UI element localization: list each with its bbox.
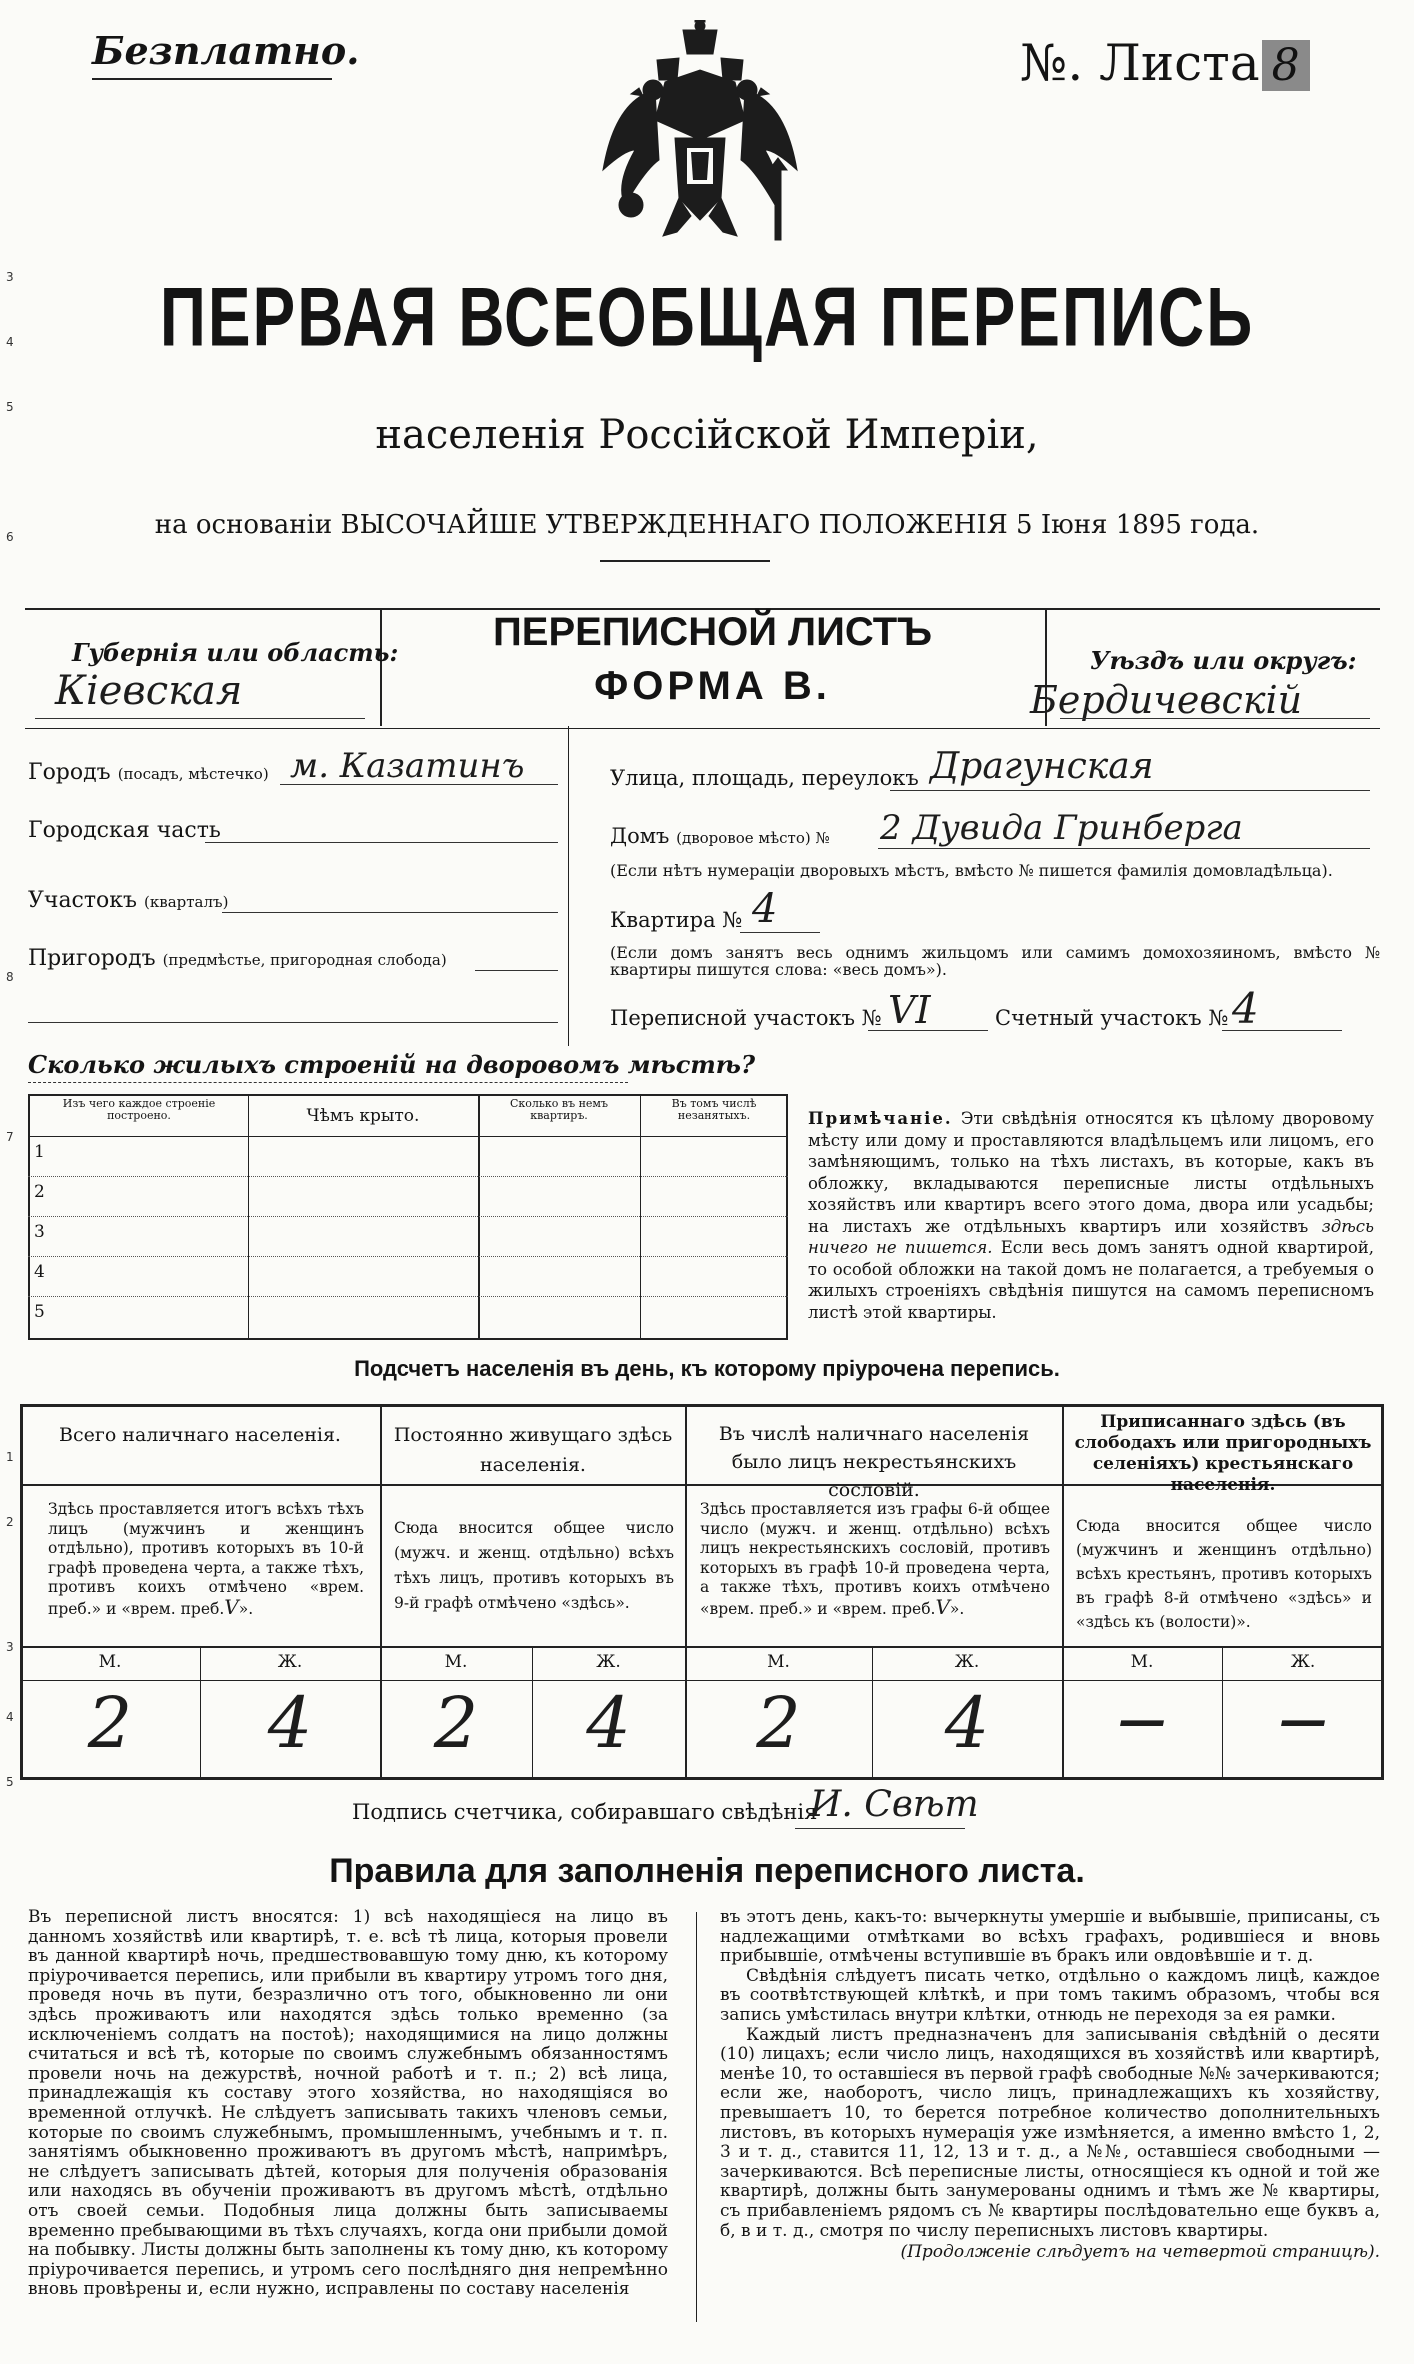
- margin-mark: 3: [6, 1640, 14, 1654]
- house-field: Домъ (дворовое мѣсто) №: [610, 824, 830, 848]
- flat-note: (Если домъ занятъ весь однимъ жильцомъ или самимъ домохозяиномъ, вмѣсто № квартиры пишутся слова: «весь домъ»).: [610, 943, 1380, 979]
- city-value[interactable]: м. Казатинъ: [290, 746, 525, 786]
- margin-mark: 5: [6, 400, 14, 414]
- gubernia-value[interactable]: Кіевская: [55, 668, 243, 714]
- pop-col-2-m-value[interactable]: 2: [433, 1682, 479, 1764]
- form-title: ПЕРЕПИСНОЙ ЛИСТЪ: [493, 610, 932, 654]
- pop-col-1-f-value[interactable]: 4: [267, 1682, 313, 1764]
- buildings-table: [28, 1094, 788, 1340]
- rules-left-column: Въ переписной листъ вносятся: 1) всѣ находящіеся на лицо въ данномъ хозяйствѣ или квартирѣ, т. е. всѣ тѣ лица, которыя провели въ данной квартирѣ ночь, предшествовавшую тому дню, къ которому пріурочивается перепись, или прибыли въ квартиру утромъ того дня, проведя ночь въ пути, безразлично отъ того, обыкновенно ли они здѣсь проживаютъ или находятся здѣсь только временно (за исключеніемъ солдатъ на постоѣ); находящимися на лицо должны считаться и всѣ тѣ, которые по своимъ служебнымъ обязанностямъ провели ночь на дежурствѣ, ночной работѣ и т. п.; 2) всѣ лица, принадлежащія къ составу этого хозяйства, но находящіяся во временной отлучкѣ. Не слѣдуетъ записывать такихъ членовъ семьи, которые по своимъ служебнымъ, промышленнымъ, учебнымъ и т. п. занятіямъ обыкновенно проживаютъ въ другомъ мѣстѣ, напримѣръ, не слѣдуетъ записывать дѣтей, которыя для полученія образованія или находясь въ обученіи проживаютъ въ другомъ мѣстѣ, отдѣльно отъ своей семьи. Подобныя лица должны быть записываемы временно пребывающими въ тѣхъ случаяхъ, когда они прибыли домой на побывку. Листы должны быть заполнены къ тому дню, къ которому пріурочивается перепись, и утромъ сего послѣдняго дня непремѣнно вновь провѣрены и, если нужно, исправлены по составу населенія: [28, 1907, 668, 2300]
- buildings-col-flats: Сколько въ немъ квартиръ.: [510, 1097, 608, 1122]
- page-basis: на основаніи ВЫСОЧАЙШЕ УТВЕРЖДЕННАГО ПОЛОЖЕНІЯ 5 Іюня 1895 года.: [154, 510, 1260, 540]
- pop-col-1-f-label: Ж.: [277, 1652, 303, 1672]
- pop-col-4-f-value[interactable]: —: [1279, 1692, 1327, 1748]
- page-subtitle: населенія Россійской Имперіи,: [375, 412, 1039, 458]
- buildings-col-vacant: Въ томъ числѣ незанятыхъ.: [671, 1097, 757, 1122]
- margin-mark: 5: [6, 1775, 14, 1789]
- count-district-value[interactable]: 4: [1232, 984, 1259, 1033]
- sheet-number: [1020, 34, 1310, 92]
- precinct-input[interactable]: [222, 912, 558, 913]
- suburb-input[interactable]: [28, 1022, 558, 1023]
- street-label: Улица, площадь, переулокъ: [610, 766, 919, 790]
- buildings-col-roof: Чѣмъ крыто.: [306, 1106, 420, 1126]
- pop-col-3-desc: Здѣсь проставляется изъ графы 6-й общее число (мужч. и женщ. отдѣльно) всѣхъ лицъ некрестьянскихъ сословій, противъ которыхъ въ графѣ 10-й проведена черта, а также тѣхъ, противъ коихъ отмѣчено «врем. преб.» и «врем. преб.V».: [700, 1500, 1050, 1619]
- pop-col-3-m-value[interactable]: 2: [756, 1682, 801, 1764]
- buildings-note: Примѣчаніе. Эти свѣдѣнія относятся къ цѣлому дворовому мѣсту или дому и проставляются владѣльцемъ или лицомъ, его замѣняющимъ, только на тѣхъ листахъ, въ которые, какъ въ обложку, вкладываются переписные листы отдѣльныхъ хозяйствъ или квартиръ всего этого дома, двора или усадьбы; на листахъ же отдѣльныхъ квартиръ или хозяйствъ здѣсь ничего не пишется. Если весь домъ занятъ одной квартирой, то особой обложки на такой домъ не полагается, а требуемыя о жилыхъ строеніяхъ свѣдѣнія пишутся на самомъ переписномъ листѣ этой квартиры.: [808, 1109, 1375, 1322]
- pop-col-1-m-label: М.: [98, 1652, 122, 1672]
- uezd-value[interactable]: Бердичевскій: [1030, 678, 1303, 722]
- buildings-row-number: 5: [34, 1302, 45, 1322]
- buildings-question: Сколько жилыхъ строеній на дворовомъ мѣстѣ?: [28, 1050, 756, 1079]
- title-rule: [600, 560, 770, 562]
- count-district-label: Счетный участокъ №: [995, 1006, 1229, 1030]
- city-part-field[interactable]: [205, 842, 558, 843]
- pop-col-2-f-value[interactable]: 4: [586, 1682, 631, 1764]
- margin-mark: 7: [6, 1130, 14, 1144]
- sheet-number-value: 8: [1262, 40, 1310, 91]
- pop-col-1-m-value[interactable]: 2: [87, 1682, 133, 1764]
- street-value[interactable]: Драгунская: [930, 746, 1154, 787]
- buildings-col-material: Изъ чего каждое строеніе построено.: [62, 1097, 216, 1122]
- free-label: Безплатно.: [92, 28, 360, 73]
- margin-mark: 4: [6, 1710, 14, 1724]
- buildings-row-number: 4: [34, 1262, 45, 1282]
- imperial-eagle-emblem: [595, 20, 805, 250]
- pop-col-1-desc: Здѣсь проставляется итогъ всѣхъ тѣхъ лицъ (мужчинъ и женщинъ отдѣльно), противъ которыхъ въ 10-й графѣ проведена черта, а также тѣхъ, противъ коихъ отмѣчено «врем. преб.» и «врем. преб.V».: [48, 1500, 364, 1619]
- rules-title: Правила для заполненія переписного листа.: [329, 1852, 1085, 1890]
- suburb-field: Пригородъ (предмѣстье, пригородная слобода): [28, 946, 447, 971]
- margin-mark: 4: [6, 335, 14, 349]
- gubernia-label: Губернія или область:: [72, 638, 399, 667]
- census-district-value[interactable]: VI: [888, 988, 931, 1032]
- flat-label: Квартира №: [610, 908, 743, 932]
- page-title: ПЕРВАЯ ВСЕОБЩАЯ ПЕРЕПИСЬ: [159, 270, 1255, 364]
- precinct-field: Участокъ (кварталъ): [28, 888, 229, 913]
- house-note: (Если нѣтъ нумераціи дворовыхъ мѣстъ, вмѣсто № пишется фамилія домовладѣльца).: [610, 861, 1333, 880]
- pop-col-3-title: Въ числѣ наличнаго населенія было лицъ некрестьянскихъ сословій.: [718, 1423, 1030, 1501]
- population-heading: Подсчетъ населенія въ день, къ которому пріурочена перепись.: [354, 1356, 1060, 1381]
- city-field: Городъ (посадъ, мѣстечко): [28, 760, 269, 785]
- signature-label: Подпись счетчика, собиравшаго свѣдѣнія: [352, 1800, 818, 1824]
- signature-value[interactable]: И. Свѣт: [810, 1784, 979, 1825]
- margin-mark: 6: [6, 530, 14, 544]
- pop-col-3-f-value[interactable]: 4: [944, 1682, 990, 1764]
- pop-col-3-m-label: М.: [767, 1652, 790, 1672]
- pop-col-4-m-value[interactable]: —: [1118, 1692, 1166, 1748]
- pop-col-1-title: Всего наличнаго населенія.: [59, 1424, 341, 1446]
- flat-value[interactable]: 4: [752, 886, 778, 932]
- sheet-number-label: №. Листа: [1020, 34, 1260, 92]
- pop-col-3-f-label: Ж.: [954, 1652, 980, 1672]
- margin-mark: 3: [6, 270, 14, 284]
- form-letter: ФОРМА В.: [594, 664, 831, 708]
- buildings-row-number: 2: [34, 1182, 45, 1202]
- city-part-label: Городская часть: [28, 818, 221, 843]
- rules-right-column: въ этотъ день, какъ-то: вычеркнуты умершіе и выбывшіе, приписаны, съ надлежащими отмѣтками во всѣхъ графахъ, родившіеся и вновь прибывшіе, отмѣчены вступившіе въ бракъ или овдовѣвшіе и т. д. Свѣдѣнія слѣдуетъ писать четко, отдѣльно о каждомъ лицѣ, каждое въ соотвѣтствующей клѣткѣ, и при томъ такимъ образомъ, чтобы вся запись умѣстилась внутри клѣтки, отнюдь не переходя за ея рамки. Каждый листъ предназначенъ для записыванія свѣдѣній о десяти (10) лицахъ; если число лицъ, находящихся въ хозяйствѣ или квартирѣ, менѣе 10, то оставшіеся въ первой графѣ свободные №№ зачеркиваются; если же, наоборотъ, число лицъ, принадлежащихъ къ хозяйству, превышаетъ 10, то берется потребное количество дополнительныхъ листовъ, въ которыхъ нумерація уже измѣняется, а именно вмѣсто 1, 2, 3 и т. д., ставится 11, 12, 13 и т. д., а №№, оставшіеся свободными — зачеркиваются. Всѣ переписные листы, относящіеся къ одной и той же квартирѣ, должны быть занумерованы однимъ и тѣмъ же № квартиры, съ прибавленіемъ рядомъ съ № квартиры послѣдовательно еще буквъ а, б, в и т. д., смотря по числу переписныхъ листовъ квартиры. (Продолженіе слѣдуетъ на четвертой страницѣ).: [720, 1907, 1380, 2263]
- pop-col-4-f-label: Ж.: [1290, 1652, 1316, 1672]
- pop-col-2-m-label: М.: [444, 1652, 468, 1672]
- margin-mark: 8: [6, 970, 14, 984]
- free-underline: [92, 78, 332, 80]
- house-value[interactable]: 2 Дувида Гринберга: [880, 808, 1243, 848]
- pop-col-2-f-label: Ж.: [596, 1652, 621, 1672]
- pop-col-2-desc: Сюда вносится общее число (мужч. и женщ. отдѣльно) всѣхъ тѣхъ лицъ, противъ которыхъ въ 9-й графѣ отмѣчено «здѣсь».: [394, 1519, 674, 1612]
- margin-mark: 1: [6, 1450, 14, 1464]
- uezd-label: Уѣздъ или округъ:: [1090, 646, 1357, 675]
- pop-col-4-title: Приписаннаго здѣсь (въ слободахъ или пригородныхъ селеніяхъ) крестьянскаго населенія.: [1074, 1412, 1372, 1495]
- margin-mark: 2: [6, 1515, 14, 1529]
- buildings-row-number: 1: [34, 1142, 45, 1162]
- pop-col-4-desc: Сюда вносится общее число (мужчинъ и женщинъ отдѣльно) всѣхъ крестьянъ, противъ которыхъ въ графѣ 8-й отмѣчено «здѣсь» и «здѣсь къ (волости)».: [1076, 1517, 1372, 1631]
- census-district-label: Переписной участокъ №: [610, 1006, 882, 1030]
- pop-col-2-title: Постоянно живущаго здѣсь населенія.: [393, 1424, 673, 1476]
- buildings-row-number: 3: [34, 1222, 45, 1242]
- pop-col-4-m-label: М.: [1130, 1652, 1154, 1672]
